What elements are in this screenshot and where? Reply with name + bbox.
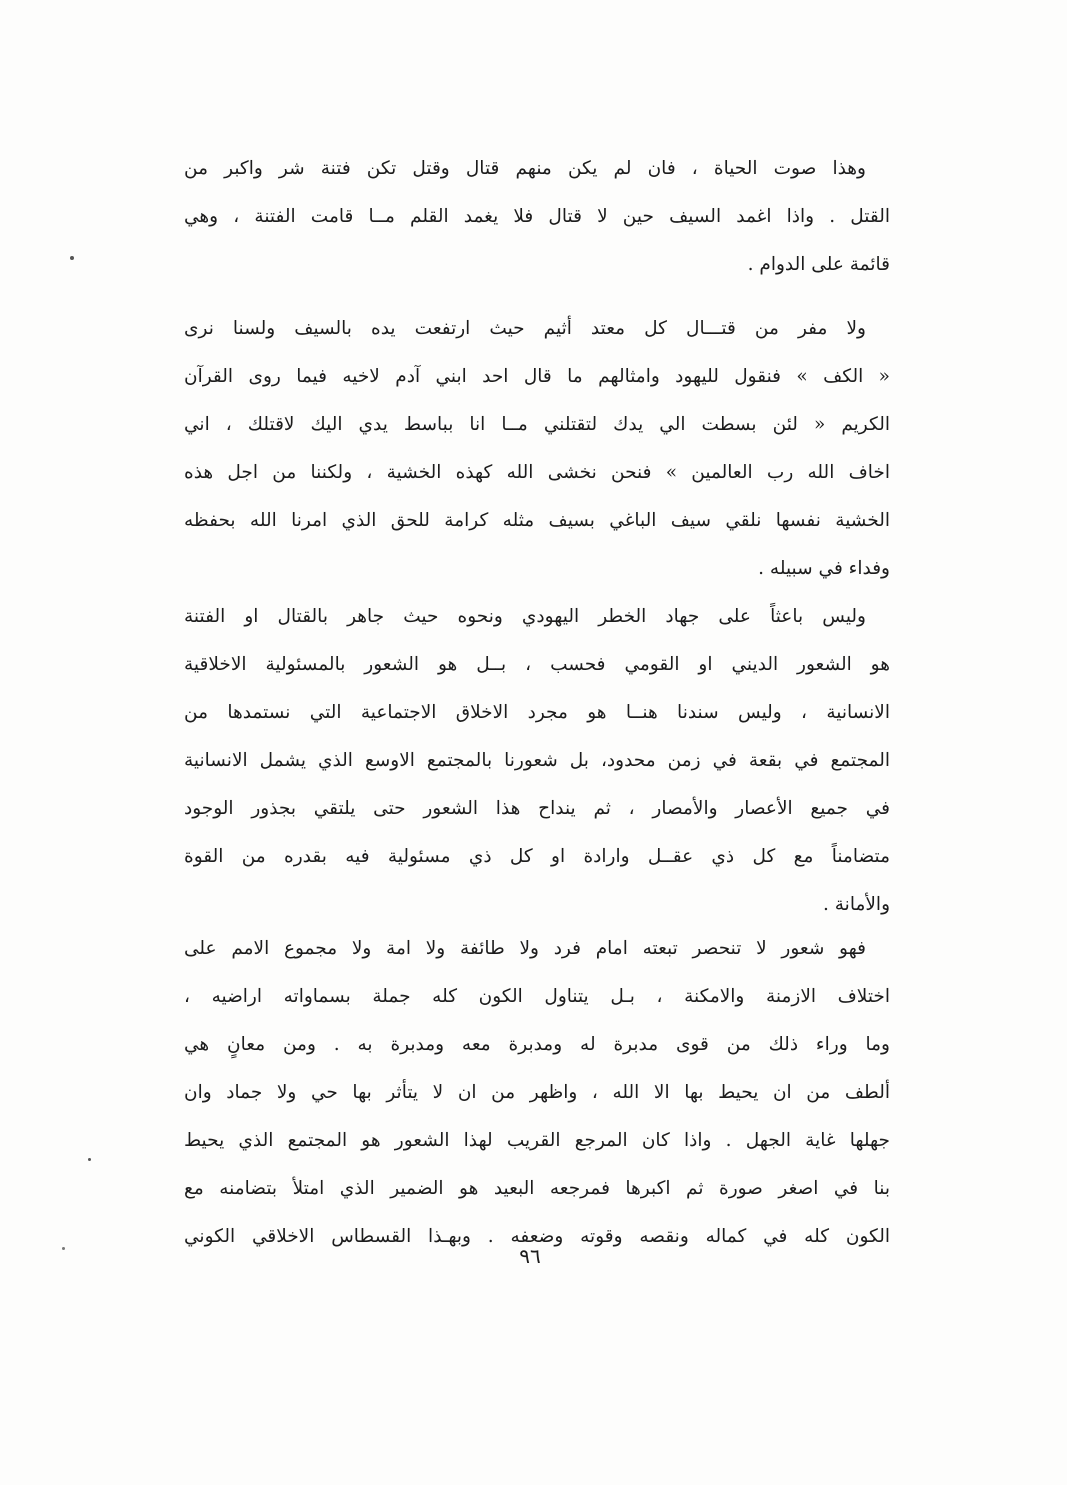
text-line: جهلها غاية الجهل . واذا كان المرجع القريب لهذا الشعور هو المجتمع الذي يحيط xyxy=(184,1130,890,1151)
text-line: متضامناً مع كل ذي عقــل وارادة او كل ذي مسئولية فيه بقدره من القوة xyxy=(184,846,890,867)
text-line: وفداء في سبيله . xyxy=(758,558,890,579)
text-line: القتل . واذا اغمد السيف حين لا قتال فلا يغمد القلم مــا قامت الفتنة ، وهي xyxy=(184,206,890,227)
text-line: هو الشعور الديني او القومي فحسب ، بــل هو الشعور بالمسئولية الاخلاقية xyxy=(184,654,890,675)
scan-speck xyxy=(70,256,74,260)
text-line: والأمانة . xyxy=(823,894,890,915)
page-body-text xyxy=(184,145,890,1247)
text-line: ولا مفر من قتـــال كل معتد أثيم حيث ارتفعت يده بالسيف ولسنا نرى xyxy=(184,318,866,339)
text-line: فهو شعور لا تنحصر تبعته امام فرد ولا طائفة ولا امة ولا مجموع الامم على xyxy=(184,938,866,959)
text-line: اختلاف الازمنة والامكنة ، بـل يتناول الكون كله جملة بسماواته اراضيه ، xyxy=(184,986,890,1007)
scan-speck xyxy=(88,1158,91,1161)
scan-speck xyxy=(62,1247,65,1250)
text-line: الكريم « لئن بسطت الي يدك لتقتلني مــا انا بباسط يدي اليك لاقتلك ، اني xyxy=(184,414,890,435)
text-line: وما وراء ذلك من قوى مدبرة له ومدبرة معه ومدبرة به . ومن معانٍ هي xyxy=(184,1034,890,1055)
page-number: ٩٦ xyxy=(519,1244,541,1268)
text-line: وهذا صوت الحياة ، فان لم يكن منهم قتال وقتل تكن فتنة شر واكبر من xyxy=(184,158,866,179)
text-line: ألطف من ان يحيط بها الا الله ، واظهر من ان لا يتأثر بها حي ولا جماد وان xyxy=(184,1082,890,1103)
text-line: الخشية نفسها نلقي سيف الباغي بسيف مثله كرامة للحق الذي امرنا الله بحفظه xyxy=(184,510,890,531)
paragraph-3 xyxy=(184,593,890,929)
text-line: قائمة على الدوام . xyxy=(747,254,890,275)
text-line: المجتمع في بقعة في زمن محدود، بل شعورنا بالمجتمع الاوسع الذي يشمل الانسانية xyxy=(184,750,890,771)
text-line: « الكف » فنقول لليهود وامثالهم ما قال احد ابني آدم لاخيه فيما روى القرآن xyxy=(184,366,890,387)
paragraph-1 xyxy=(184,145,890,289)
paragraph-2 xyxy=(184,305,890,593)
text-line: بنا في اصغر صورة ثم اكبرها فمرجعه البعيد هو الضمير الذي امتلأ بتضامنه مع xyxy=(184,1178,890,1199)
text-line: وليس باعثاً على جهاد الخطر اليهودي ونحوه حيث جاهر بالقتال او الفتنة xyxy=(184,606,866,627)
paragraph-4 xyxy=(184,925,890,1261)
text-line: اخاف الله رب العالمين » فنحن نخشى الله كهذه الخشية ، ولكننا من اجل هذه xyxy=(184,462,890,483)
text-line: الانسانية ، وليس سندنا هنــا هو مجرد الاخلاق الاجتماعية التي نستمدها من xyxy=(184,702,890,723)
text-line: في جميع الأعصار والأمصار ، ثم ينداح هذا الشعور حتى يلتقي بجذور الوجود xyxy=(184,798,890,819)
text-line: الكون كله في كماله ونقصه وقوته وضعفه . وبهـذا القسطاس الاخلاقي الكوني xyxy=(184,1226,890,1247)
